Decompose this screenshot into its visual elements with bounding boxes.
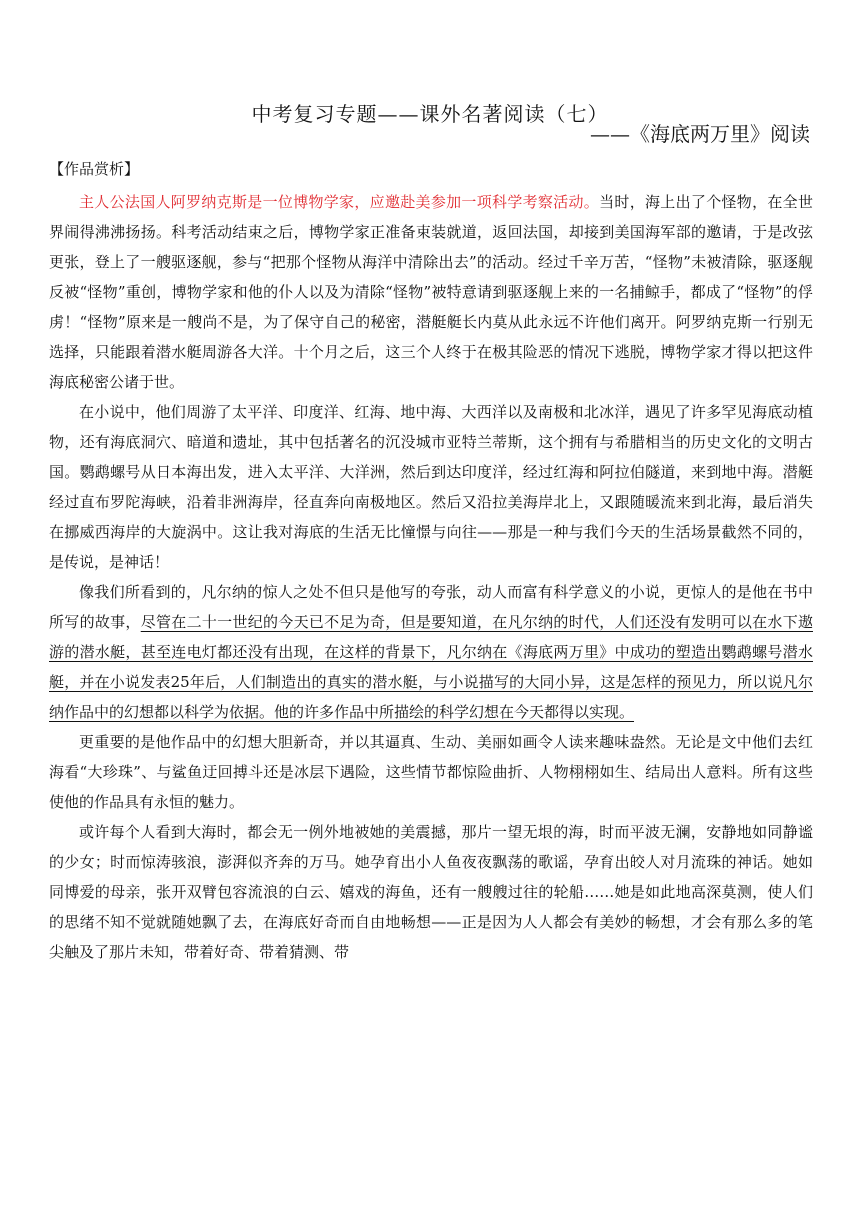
article-body bbox=[49, 187, 813, 967]
page-subtitle: ——《海底两万里》阅读 bbox=[590, 122, 810, 146]
highlighted-sentence: 主人公法国人阿罗纳克斯是一位博物学家，应邀赴美参加一项科学考察活动。 bbox=[79, 193, 600, 211]
paragraph-5: 或许每个人看到大海时，都会无一例外地被她的美震撼，那片一望无垠的海，时而平波无澜，安静地如同静谧的少女；时而惊涛骇浪，澎湃似齐奔的万马。她孕育出小人鱼夜夜飘荡的歌谣，孕育出皎人对月流珠的神话。她如同博爱的母亲，张开双臂包容流浪的白云、嬉戏的海鱼，还有一艘艘过往的轮船……她是如此地高深莫测，使人们的思绪不知不觉就随她飘了去，在海底好奇而自由地畅想——正是因为人人都会有美妙的畅想，才会有那么多的笔尖触及了那片未知，带着好奇、带着猜测、带 bbox=[49, 823, 813, 961]
underlined-passage: 尽管在二十一世纪的今天已不足为奇，但是要知道，在凡尔纳的时代，人们还没有发明可以在水下遨游的潜水艇，甚至连电灯都还没有出现，在这样的背景下，凡尔纳在《海底两万里》中成功的塑造出鹦鹉螺号潜水艇，并在小说发表25年后，人们制造出的真实的潜水艇，与小说描写的大同小异，这是怎样的预见力，所以说凡尔纳作品中的幻想都以科学为依据。他的许多作品中所描绘的科学幻想在今天都得以实现。 bbox=[49, 613, 813, 721]
section-label: 【作品赏析】 bbox=[49, 160, 140, 178]
page-title: 中考复习专题——课外名著阅读（七） bbox=[251, 102, 609, 126]
paragraph-2: 在小说中，他们周游了太平洋、印度洋、红海、地中海、大西洋以及南极和北冰洋，遇见了许多罕见海底动植物，还有海底洞穴、暗道和遗址，其中包括著名的沉没城市亚特兰蒂斯，这个拥有与希腊相当的历史文化的文明古国。鹦鹉螺号从日本海出发，进入太平洋、大洋洲，然后到达印度洋，经过红海和阿拉伯隧道，来到地中海。潜艇经过直布罗陀海峡，沿着非洲海岸，径直奔向南极地区。然后又沿拉美海岸北上，又跟随暖流来到北海，最后消失在挪威西海岸的大旋涡中。这让我对海底的生活无比憧憬与向往——那是一种与我们今天的生活场景截然不同的，是传说，是神话！ bbox=[49, 403, 813, 571]
paragraph-1 bbox=[49, 187, 813, 397]
paragraph-1-text: 当时，海上出了个怪物，在全世界闹得沸沸扬扬。科考活动结束之后，博物学家正准备束装就道，返回法国，却接到美国海军部的邀请，于是改弦更张，登上了一艘驱逐舰，参与“把那个怪物从海洋中清除出去”的活动。经过千辛万苦，“怪物”未被清除，驱逐舰反被“怪物”重创，博物学家和他的仆人以及为清除“怪物”被特意请到驱逐舰上来的一名捕鲸手，都成了“怪物”的俘虏！“怪物”原来是一艘尚不是，为了保守自己的秘密，潜艇艇长内莫从此永远不许他们离开。阿罗纳克斯一行别无选择，只能跟着潜水艇周游各大洋。十个月之后，这三个人终于在极其险恶的情况下逃脱，博物学家才得以把这件海底秘密公诸于世。 bbox=[49, 193, 813, 391]
paragraph-3-text: 像我们所看到的，凡尔纳的惊人之处不但只是他写的夸张，动人而富有科学意义的小说，更惊人的是他在书中所写的故事， bbox=[49, 583, 813, 631]
paragraph-4: 更重要的是他作品中的幻想大胆新奇，并以其逼真、生动、美丽如画令人读来趣味盎然。无论是文中他们去红海看“大珍珠”、与鲨鱼迂回搏斗还是冰层下遇险，这些情节都惊险曲折、人物栩栩如生、结局出人意料。所有这些使他的作品具有永恒的魅力。 bbox=[49, 733, 813, 811]
paragraph-3 bbox=[49, 577, 813, 727]
